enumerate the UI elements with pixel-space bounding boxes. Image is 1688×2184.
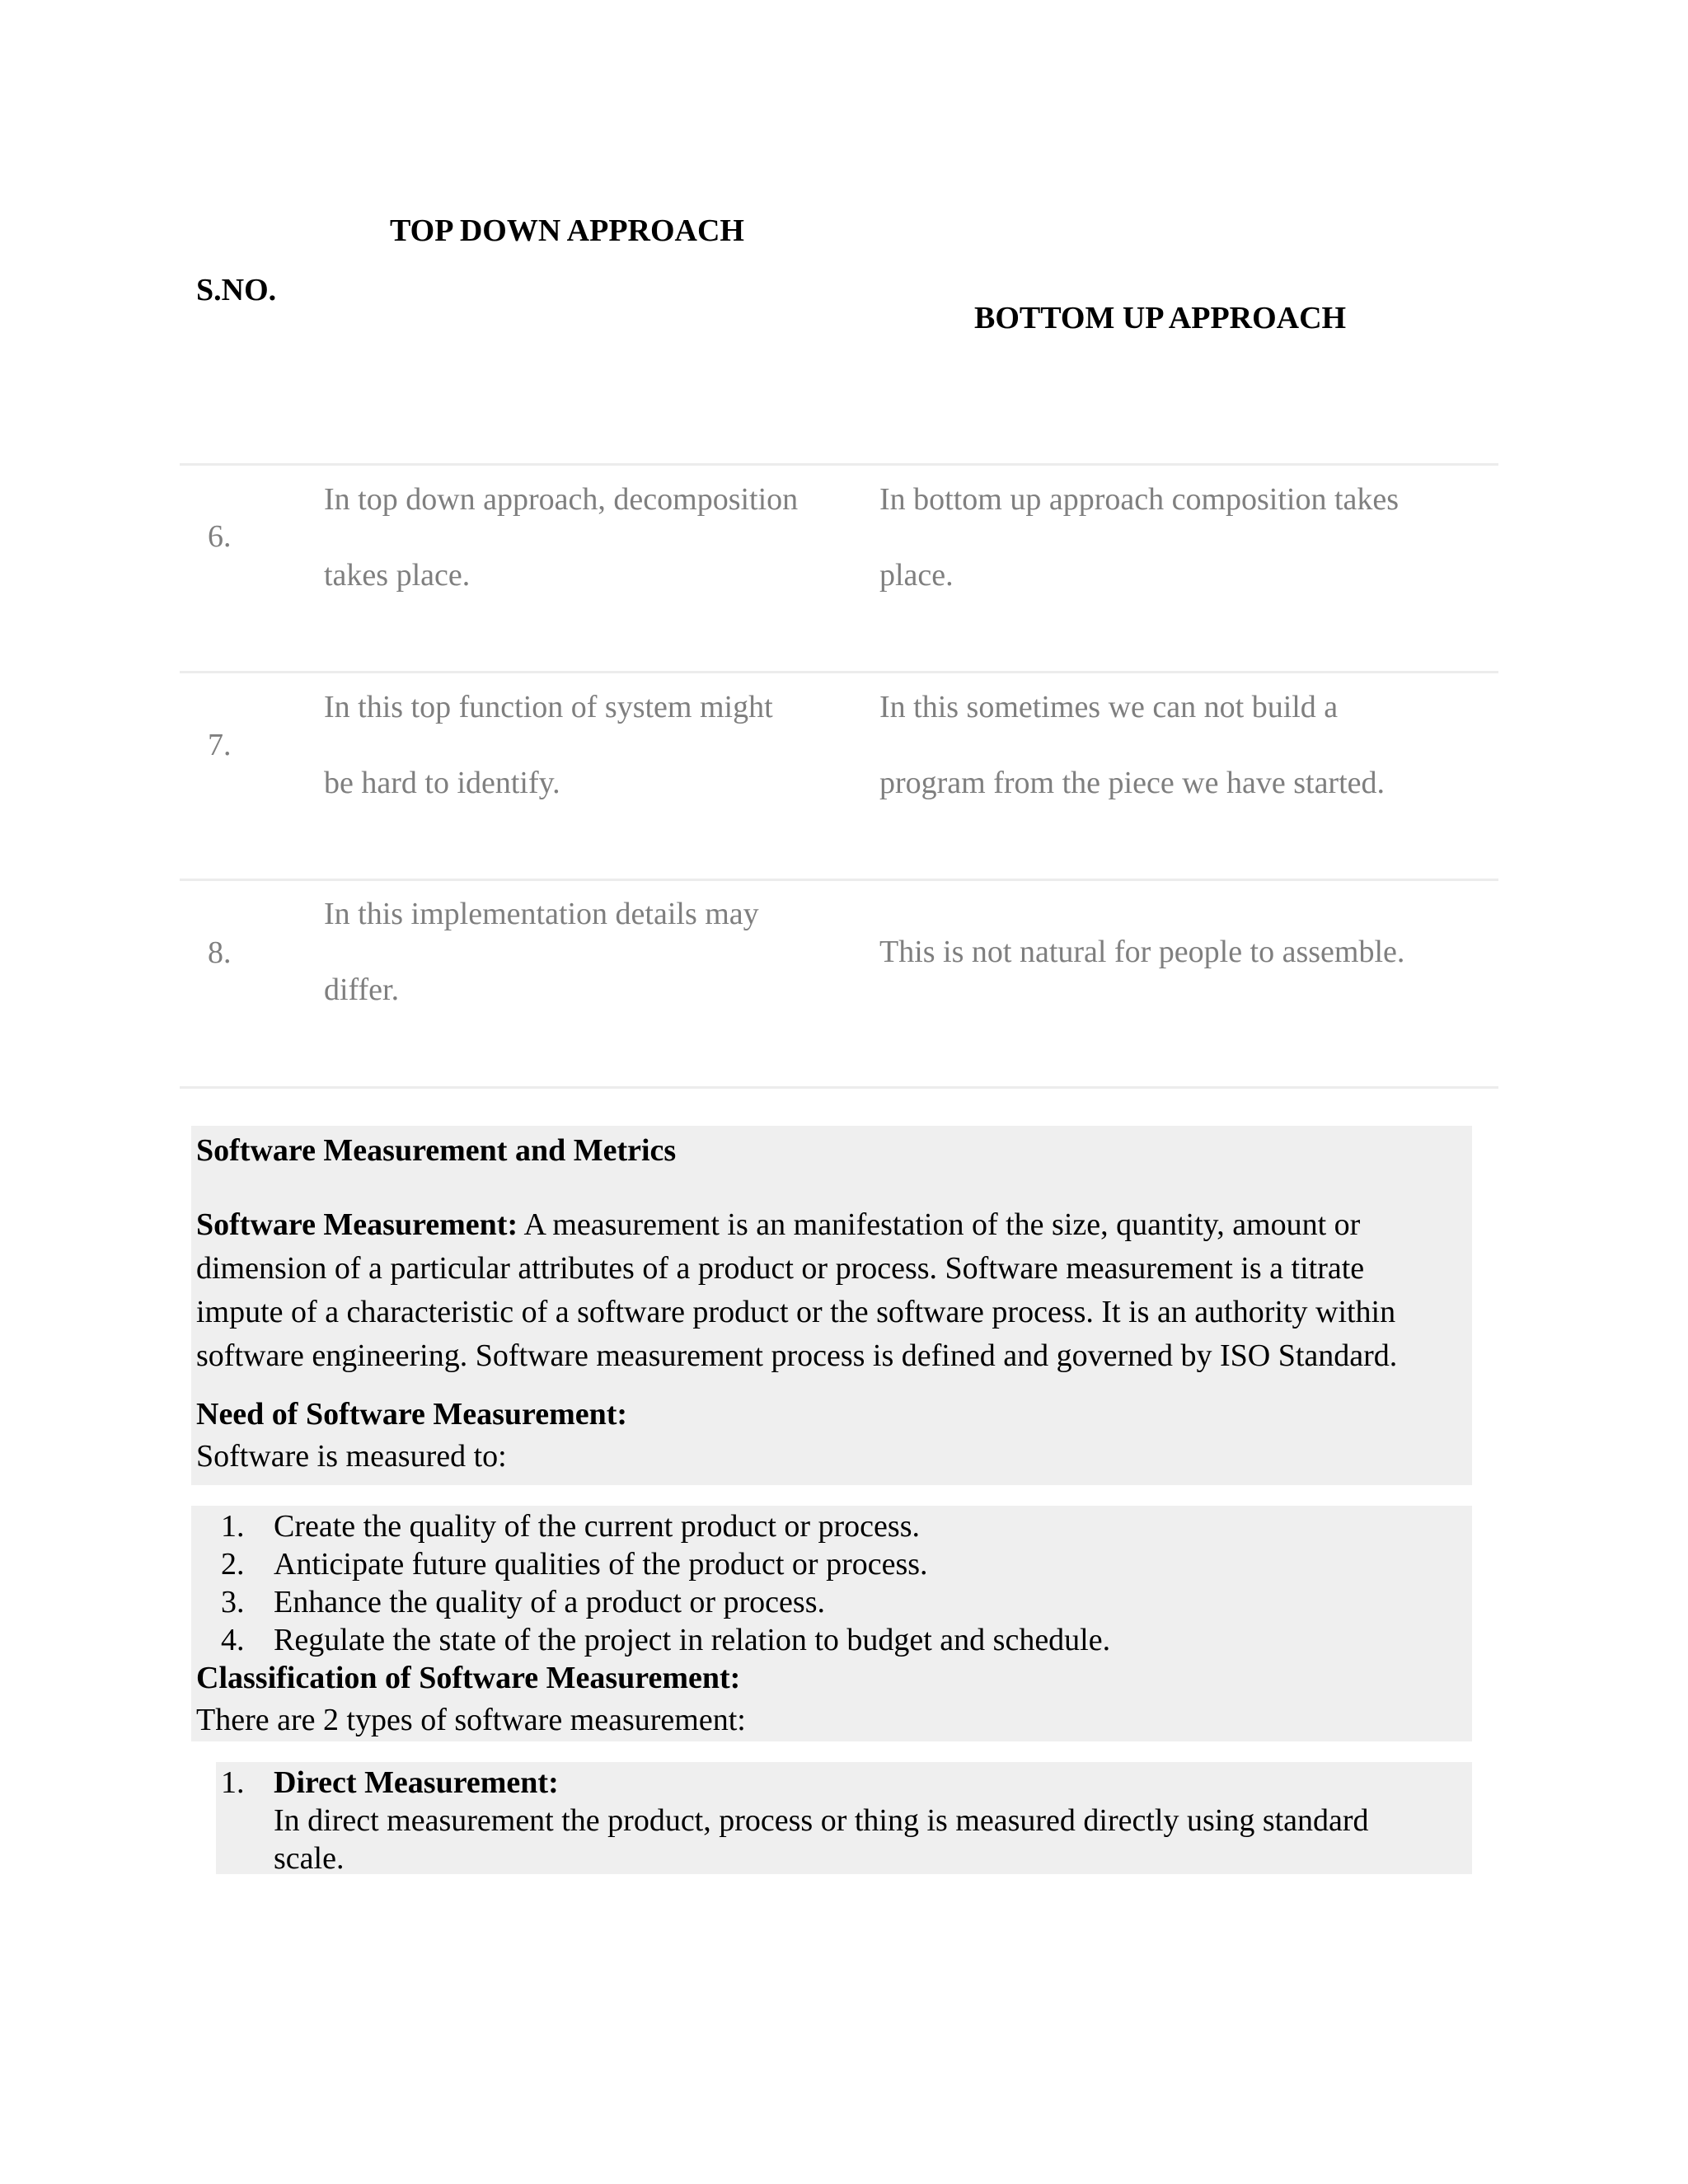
classification-intro: There are 2 types of software measurement: — [196, 1703, 746, 1737]
measurement-section — [191, 1126, 1472, 1485]
row-number: 8. — [208, 935, 232, 970]
list-item: 1. Create the quality of the current product or process. — [221, 1509, 920, 1544]
bottom-up-cell: In this sometimes we can not build a program from the piece we have started. — [879, 690, 1386, 800]
need-list-section — [191, 1506, 1472, 1741]
type-label: Direct Measurement: — [274, 1765, 559, 1800]
row-number: 6. — [208, 519, 232, 554]
list-item: 2. Anticipate future qualities of the product or process. — [221, 1547, 928, 1582]
bottom-up-cell: In bottom up approach composition takes place. — [879, 482, 1400, 593]
classification-heading: Classification of Software Measurement: — [196, 1661, 741, 1695]
measurement-paragraph: Software Measurement: A measurement is an manifestation of the size, quantity, amount or dimension of a particular attributes of a product or process. Software measurement is a titrate impute of a characteristic of a software product or the software process. It is an authority within software engineering. Software measurement process is defined and governed by ISO Standard. — [196, 1207, 1398, 1373]
need-intro: Software is measured to: — [196, 1439, 507, 1474]
types-list — [199, 1764, 1469, 1877]
section-title: Software Measurement and Metrics — [196, 1133, 677, 1168]
top-down-cell: In this top function of system might be hard to identify. — [324, 690, 773, 800]
measurement-label: Software Measurement: — [196, 1207, 518, 1242]
table-divider — [180, 1086, 1498, 1089]
column-header-sno: S.NO. — [196, 273, 277, 307]
bottom-up-cell: This is not natural for people to assemble. — [879, 935, 1405, 969]
types-list-section — [216, 1762, 1472, 1874]
row-number: 7. — [208, 728, 232, 762]
top-down-cell: In top down approach, decomposition takes place. — [324, 482, 799, 593]
column-header-top-down: TOP DOWN APPROACH — [390, 213, 744, 248]
list-item: 4. Regulate the state of the project in relation to budget and schedule. — [221, 1623, 1111, 1657]
need-heading: Need of Software Measurement: — [196, 1397, 628, 1432]
top-down-cell: In this implementation details may differ. — [324, 897, 759, 1007]
list-item: 3. Enhance the quality of a product or process. — [221, 1585, 825, 1619]
need-list — [199, 1507, 1469, 1659]
column-header-bottom-up: BOTTOM UP APPROACH — [974, 301, 1347, 335]
list-item: 1. Direct Measurement: In direct measurement the product, process or thing is measured directly using standard scale. — [199, 1764, 1469, 1877]
